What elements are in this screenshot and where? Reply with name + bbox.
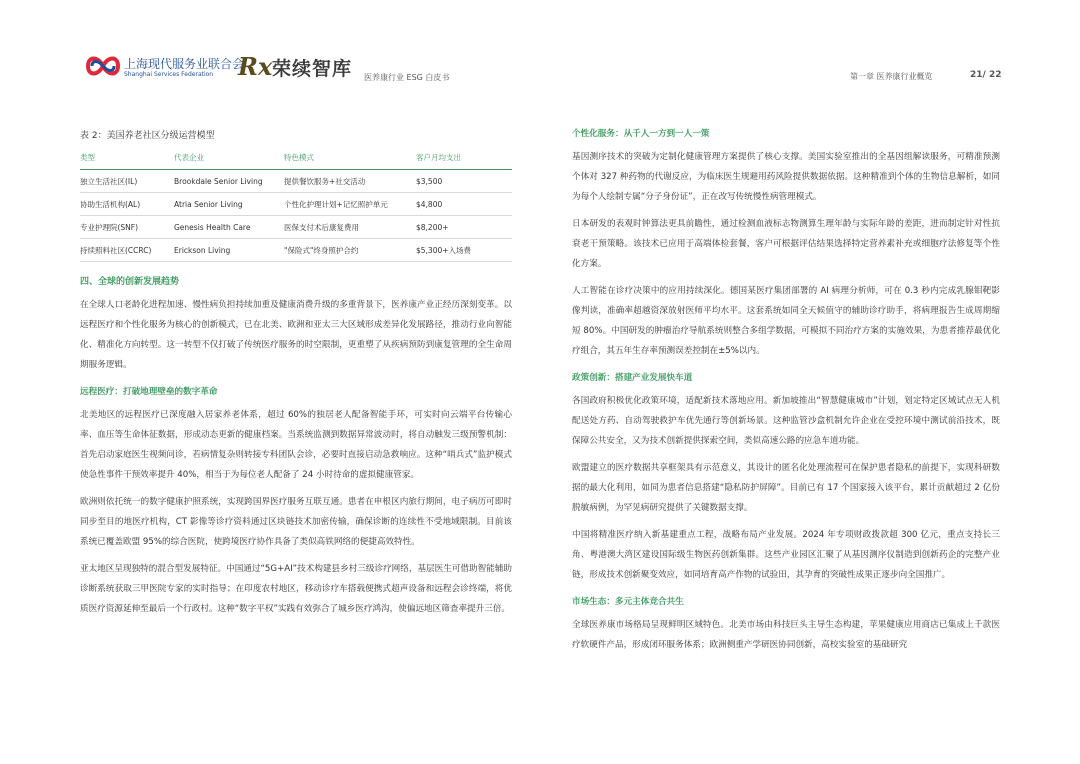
rx-mark: Rx (238, 52, 273, 81)
table-row (80, 216, 512, 239)
table-row (80, 193, 512, 216)
body-paragraph: 全球医养康市场格局呈现鲜明区域特色。北美市场由科技巨头主导生态构建，苹果健康应用商店已集成上千款医疗软硬件产品，形成闭环服务体系；欧洲侧重产学研医协同创新，高校实验室的基础研究 (572, 620, 1000, 650)
body-paragraph: 人工智能在诊疗决策中的应用持续深化。德国某医疗集团部署的 AI 病理分析师，可在 0.3 秒内完成乳腺钼靶影像判读，准确率超越资深放射医师平均水平。这套系统如同全天候值守的辅助诊疗助手，将病理报告生成周期缩短 80%。中国研发的肿瘤治疗导航系统则整合多组学数据，可模拟不同治疗方案的实施效果，为患者推荐最优化疗组合，其五年生存率预测误差控制在±5%以内。 (572, 286, 1000, 356)
ssf-logo (84, 52, 244, 84)
table-cell: $4,800 (416, 193, 512, 216)
table-cell: 持续照料社区(CCRC) (80, 239, 174, 262)
table-cell: "保险式"终身照护合约 (284, 239, 416, 262)
table-cell: Brookdale Senior Living (174, 170, 284, 193)
page-number: 21/ 22 (970, 70, 1002, 80)
subsection-heading: 市场生态：多元主体竞合共生 (572, 597, 684, 607)
document-title: 医养康行业 ESG 白皮书 (364, 73, 450, 82)
body-paragraph: 欧盟建立的医疗数据共享框架具有示范意义，其设计的匿名化处理流程可在保护患者隐私的前提下，实现科研数据的最大化利用，如同为患者信息搭建“隐私防护屏障”。目前已有 17 个国家接入该平台，累计贡献超过 2 亿份脱敏病例，为罕见病研究提供了关键数据支撑。 (572, 463, 1000, 513)
ssf-ribbon-icon (84, 52, 122, 80)
chapter-label: 第一章 医养康行业概览 (850, 72, 933, 81)
table-cell: 个性化护理计划+记忆照护单元 (284, 193, 416, 216)
body-paragraph: 北美地区的远程医疗已深度融入居家养老体系，超过 60%的独居老人配备智能手环，可实时向云端平台传输心率、血压等生命体征数据，形成动态更新的健康档案。当系统监测到数据异常波动时，将自动触发三级预警机制：首先启动家庭医生视频问诊，若病情复杂则转接专科团队会诊，必要时直接启动急救响应。这种“哨兵式”监护模式使急性事件干预效率提升 40%，相当于为每位老人配备了 24 小时待命的虚拟健康管家。 (80, 410, 512, 480)
table-cell: 协助生活机构(AL) (80, 193, 174, 216)
section-heading: 四、全球的创新发展趋势 (80, 277, 180, 287)
table-header-row (80, 151, 512, 170)
table-cell: $3,500 (416, 170, 512, 193)
logo1-name-cn: 上海现代服务业联合会 (124, 57, 245, 71)
table-header-cell: 客户月均支出 (416, 151, 512, 170)
body-paragraph: 日本研发的表观时钟算法更具前瞻性，通过检测血液标志物测算生理年龄与实际年龄的差距，进而制定针对性抗衰老干预策略。该技术已应用于高端体检套餐，客户可根据评估结果选择特定营养素补充或细胞疗法修复等个性化方案。 (572, 219, 1000, 269)
body-paragraph: 欧洲则依托统一的数字健康护照系统，实现跨国界医疗服务互联互通。患者在申根区内旅行期间，电子病历可即时同步至目的地医疗机构，CT 影像等诊疗资料通过区块链技术加密传输，确保诊断的连续性不受地域限制。目前该系统已覆盖欧盟 95%的综合医院，使跨境医疗协作具备了类似高铁网络的便捷高效特性。 (80, 497, 512, 547)
subsection-heading: 远程医疗：打破地理壁垒的数字革命 (80, 387, 218, 397)
page-header (0, 0, 1080, 100)
table-header-cell: 特色模式 (284, 151, 416, 170)
rx-logo (238, 50, 358, 84)
logo2-name: 荣续智库 (272, 58, 353, 80)
table-row (80, 170, 512, 193)
body-paragraph: 亚太地区呈现独特的混合型发展特征。中国通过“5G+AI”技术构建县乡村三级诊疗网络，基层医生可借助智能辅助诊断系统获取三甲医院专家的实时指导；在印度农村地区，移动诊疗车搭载便携式超声设备和远程会诊终端，将优质医疗资源延伸至最后一个行政村。这种“数字平权”实践有效弥合了城乡医疗鸿沟，使偏远地区筛查率提升三倍。 (80, 564, 512, 614)
body-paragraph: 中国将精准医疗纳入新基建重点工程，战略布局产业发展。2024 年专项财政拨款超 300 亿元，重点支持长三角、粤港澳大湾区建设国际级生物医药创新集群。这些产业园区汇聚了从基因测序仪制造到创新药企的完整产业链，形成技术创新聚变效应，如同培育高产作物的试验田，其孕育的突破性成果正逐步向全国推广。 (572, 530, 1000, 580)
subsection-heading: 政策创新：搭建产业发展快车道 (572, 373, 693, 383)
table-cell: 医保支付术后康复费用 (284, 216, 416, 239)
table-header-cell: 类型 (80, 151, 174, 170)
table-caption: 表 2：美国养老社区分级运营模型 (80, 131, 215, 141)
table-cell: Genesis Health Care (174, 216, 284, 239)
right-column (572, 125, 1000, 662)
body-paragraph: 基因测序技术的突破为定制化健康管理方案提供了核心支撑。美国实验室推出的全基因组解读服务，可精准预测个体对 327 种药物的代谢反应，为临床医生规避用药风险提供数据依据。这种精准到个体的生物信息解析，如同为每个人绘制专属“分子身份证”，正在改写传统慢性病管理模式。 (572, 152, 1000, 202)
table-cell: 专业护理院(SNF) (80, 216, 174, 239)
subsection-heading: 个性化服务：从千人一方到一人一策 (572, 129, 710, 139)
body-paragraph: 各国政府积极优化政策环境，适配新技术落地应用。新加坡推出“智慧健康城市”计划，划定特定区域试点无人机配送处方药、自动驾驶救护车优先通行等创新场景。这种监管沙盒机制允许企业在受控环境中测试前沿技术，既保障公共安全，又为技术创新提供探索空间，类似高速公路的应急车道功能。 (572, 396, 1000, 446)
senior-community-table (80, 151, 512, 262)
table-cell: Atria Senior Living (174, 193, 284, 216)
table-cell: 提供餐饮服务+社交活动 (284, 170, 416, 193)
table-cell: $5,300+入场费 (416, 239, 512, 262)
left-column (80, 125, 512, 626)
body-paragraph: 在全球人口老龄化进程加速、慢性病负担持续加重及健康消费升级的多重背景下，医养康产业正经历深刻变革。以远程医疗和个性化服务为核心的创新模式，已在北美、欧洲和亚太三大区域形成差异化发展路径，推动行业向智能化、精准化方向转型。这一转型不仅打破了传统医疗服务的时空限制，更重塑了从疾病预防到康复管理的全生命周期服务逻辑。 (80, 300, 512, 370)
table-cell: 独立生活社区(IL) (80, 170, 174, 193)
table-cell: Erickson Living (174, 239, 284, 262)
table-header-cell: 代表企业 (174, 151, 284, 170)
table-cell: $8,200+ (416, 216, 512, 239)
logo1-name-en: Shanghai Services Federation (124, 71, 214, 78)
table-row (80, 239, 512, 262)
